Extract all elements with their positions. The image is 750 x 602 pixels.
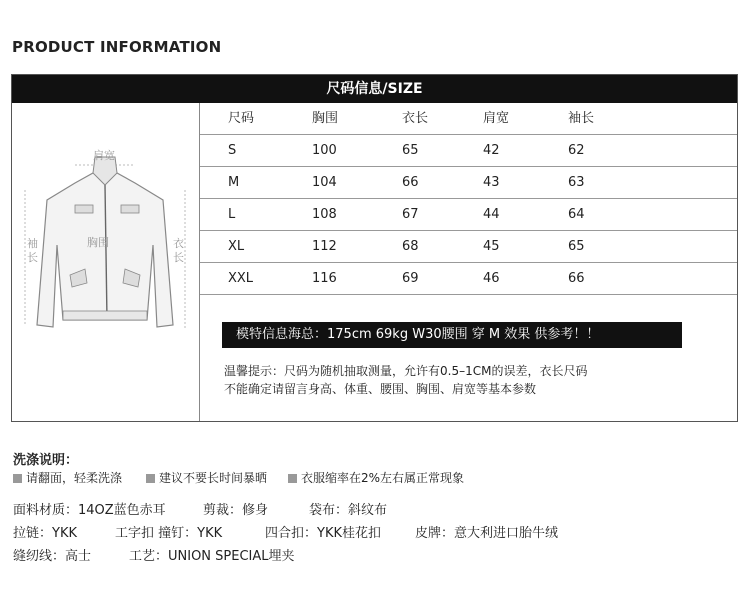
spec-buttons: 工字扣 撞钉：YKK [115, 526, 223, 541]
square-bullet-icon [13, 474, 22, 483]
cell-length: 67 [402, 207, 419, 222]
cell-size: S [228, 143, 237, 158]
table-header-row [200, 103, 737, 135]
cell-shoulder: 42 [483, 143, 500, 158]
cell-shoulder: 44 [483, 207, 500, 222]
cell-shoulder: 46 [483, 271, 500, 286]
jacket-diagram-icon [15, 145, 195, 345]
cell-size: M [228, 175, 240, 190]
sleeve-label-2: 长 [27, 251, 38, 264]
cell-size: L [228, 207, 236, 222]
sleeve-label-1: 袖 [27, 237, 38, 250]
care-item-text: 衣服缩率在2%左右属正常现象 [301, 471, 465, 485]
length-label-2: 长 [173, 251, 184, 264]
care-item [13, 470, 122, 486]
spec-thread: 缝纫线：高士 [13, 549, 92, 564]
header-length: 衣长 [402, 111, 429, 126]
cell-sleeve: 62 [568, 143, 585, 158]
square-bullet-icon [146, 474, 155, 483]
cell-sleeve: 63 [568, 175, 585, 190]
spec-snap: 四合扣：YKK桂花扣 [265, 526, 381, 541]
cell-chest: 100 [312, 143, 337, 158]
header-chest: 胸围 [312, 111, 339, 126]
spec-fabric: 面料材质：14OZ蓝色赤耳 [13, 503, 166, 518]
care-item-text: 建议不要长时间暴晒 [159, 471, 268, 485]
table-row [200, 135, 737, 167]
square-bullet-icon [288, 474, 297, 483]
table-row [200, 263, 737, 295]
cell-chest: 104 [312, 175, 337, 190]
cell-size: XXL [228, 271, 254, 286]
spec-cut: 剪裁：修身 [203, 503, 269, 518]
spec-craft: 工艺：UNION SPECIAL埋夹 [129, 549, 295, 564]
care-item [146, 470, 267, 486]
cell-sleeve: 64 [568, 207, 585, 222]
table-row [200, 231, 737, 263]
spec-row-3 [13, 548, 295, 566]
cell-chest: 112 [312, 239, 337, 254]
size-info-panel [11, 74, 738, 422]
cell-length: 66 [402, 175, 419, 190]
tips-line-1: 温馨提示：尺码为随机抽取测量，允许有0.5–1CM的误差，衣长尺码 [224, 364, 588, 378]
chest-label: 胸围 [87, 236, 109, 249]
shoulder-label: 肩宽 [93, 149, 115, 162]
cell-shoulder: 45 [483, 239, 500, 254]
cell-chest: 116 [312, 271, 337, 286]
header-shoulder: 肩宽 [483, 111, 510, 126]
care-item-text: 请翻面，轻柔洗涤 [26, 471, 123, 485]
spec-leather-patch: 皮牌：意大利进口胎牛绒 [415, 526, 559, 541]
model-info-bar: 模特信息海总：175cm 69kg W30腰围 穿 M 效果 供参考！！ [222, 322, 682, 348]
care-item [288, 470, 464, 486]
spec-pocket: 袋布：斜纹布 [309, 503, 388, 518]
spec-row-1 [13, 502, 387, 520]
table-row [200, 199, 737, 231]
cell-length: 68 [402, 239, 419, 254]
header-size: 尺码 [228, 111, 255, 126]
cell-sleeve: 66 [568, 271, 585, 286]
spec-row-2 [13, 525, 558, 543]
cell-size: XL [228, 239, 245, 254]
length-label-1: 衣 [173, 237, 184, 250]
header-sleeve: 袖长 [568, 111, 595, 126]
cell-length: 65 [402, 143, 419, 158]
cell-length: 69 [402, 271, 419, 286]
size-header: 尺码信息/SIZE [12, 75, 737, 103]
table-row [200, 167, 737, 199]
spec-zipper: 拉链：YKK [13, 526, 77, 541]
page-title: PRODUCT INFORMATION [12, 38, 222, 56]
tips-line-2: 不能确定请留言身高、体重、腰围、胸围、肩宽等基本参数 [224, 382, 537, 396]
care-heading: 洗涤说明： [13, 453, 79, 468]
cell-chest: 108 [312, 207, 337, 222]
cell-shoulder: 43 [483, 175, 500, 190]
cell-sleeve: 65 [568, 239, 585, 254]
size-tips [224, 362, 724, 398]
